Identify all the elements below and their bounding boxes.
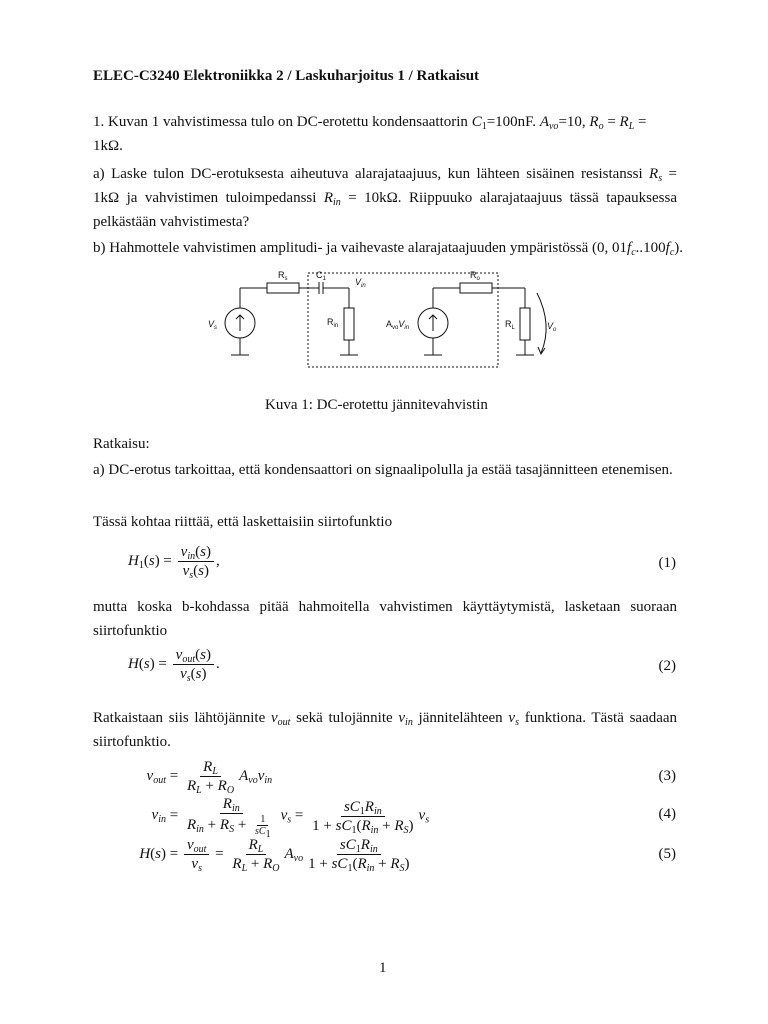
resistor-ro <box>460 283 492 293</box>
equation-5: H(s) = $\frac{v_{out}}{v_s}$ = $\frac{R_L}{R_L + R_O}$ $A_{vo}$ $\frac{sC_1R_{in}}{1 + sC_1(R_{in} + R_S)}$ <box>139 837 410 874</box>
problem-part-a: a) Laske tulon DC-erotuksesta aiheutuva alarajataajuus, kun lähteen sisäinen resistanssi $R_s = 1k\Omega$ ja vahvistimen tuloimpedanssi $R_{in} = 10k\Omega$. Riippuuko alarajataajuus tässä tapauksessa pelkästään vahvistimesta? <box>93 166 678 230</box>
svg-text:Rin: $R_{in}$ <box>327 317 339 329</box>
solution-b-text: mutta koska b-kohdassa pitää hahmoitella vahvistimen käyttäytymistä, lasketaan suoraan siirtofunktio <box>93 599 677 639</box>
equation-number-2: (2) <box>658 658 676 674</box>
solution-c-text-1: Ratkaistaan siis lähtöjännite <box>93 710 266 726</box>
part-a-text-3: Riippuuko alarajataajuus tässä tapauksessa <box>408 190 678 206</box>
intro-text-b: =100nF. <box>486 114 537 130</box>
equation-2: H(s) = $\frac{v_{out}(s)}{v_s(s)}$ . <box>128 647 220 684</box>
document-title: ELEC-C3240 Elektroniikka 2 / Laskuharjoitus 1 / Ratkaisut <box>93 68 480 84</box>
equation-number-1: (1) <box>658 555 676 571</box>
equation-number-3: (3) <box>658 768 676 784</box>
intro-text-a: 1. Kuvan 1 vahvistimessa tulo on DC-erotettu kondensaattorin <box>93 114 468 130</box>
part-a-text-2: 1kΩ ja vahvistimen tuloimpedanssi <box>93 190 317 206</box>
solution-c-text-3: jännitelähteen <box>418 710 503 726</box>
intro-text-c: =10, <box>558 114 586 130</box>
svg-text:Vin: $V_{in}$ <box>355 277 366 289</box>
svg-text:Vo: $V_o$ <box>547 321 557 333</box>
equation-number-5: (5) <box>658 846 676 862</box>
svg-text:RL: $R_L$ <box>505 319 515 331</box>
part-b-text: b) Hahmottele vahvistimen amplitudi- ja vaihevaste alarajataajuuden ympäristössä <box>93 240 589 256</box>
solution-c-text: Ratkaistaan siis lähtöjännite $v_{out}$ sekä tulojännite $v_{in}$ jännitelähteen $v_s$ funktiona. Tästä saadaan siirtofunktio. <box>93 710 678 750</box>
circuit-diagram <box>195 265 575 370</box>
problem-part-b: b) Hahmottele vahvistimen amplitudi- ja vaihevaste alarajataajuuden ympäristössä (0, $01f_c..100f_c$). <box>93 240 684 258</box>
equation-1: $H_1(s)$ = $\frac{v_{in}(s)}{v_s(s)}$ , <box>128 544 220 581</box>
page-number: 1 <box>379 960 387 976</box>
svg-text:Vs: $V_s$ <box>208 319 218 331</box>
solution-c-text-2: sekä tulojännite <box>296 710 393 726</box>
equation-number-4: (4) <box>658 806 676 822</box>
resistor-rs <box>267 283 299 293</box>
resistor-rl <box>520 308 530 340</box>
svg-text:Ro: $R_o$ <box>470 270 480 282</box>
svg-text:C1: $C_1$ <box>316 270 326 282</box>
problem-intro: 1. Kuvan 1 vahvistimessa tulo on DC-erotettu kondensaattorin $C_1=100nF$. $A_{vo}=10$, $R_o = R_L$ = 1kΩ. <box>93 114 647 154</box>
solution-a-text: a) DC-erotus tarkoittaa, että kondensaattori on signaalipolulla ja estää tasajännitteen etenemisen. <box>93 462 673 478</box>
intro-text-d: 1kΩ. <box>93 138 123 154</box>
part-a-text-1: a) Laske tulon DC-erotuksesta aiheutuva alarajataajuus, kun lähteen sisäinen resistanssi <box>93 166 643 182</box>
equation-4: $v_{in}$ = $R_{in}$ $R_{in} + R_S$ + $\frac{1}{sC_1}$ $v_s$ = $\frac{sC_1R_{in}}{1 + sC_1(R_{in} + R_S)}$ $v_s$ <box>151 796 430 840</box>
solution-c-text-4: funktiona. Tästä saadaan siirtofunktio. <box>93 710 678 750</box>
part-a-text-4: pelkästään vahvistimesta? <box>93 214 250 230</box>
solution-heading: Ratkaisu: <box>93 436 150 452</box>
svg-text:AvoVin: $A_{vo}V_{in}$ <box>386 319 410 331</box>
equation-3: $v_{out}$ = $\frac{R_L}{R_L + R_O}$ $A_{vo}v_{in}$ <box>146 759 273 796</box>
solution-a-text2: Tässä kohtaa riittää, että laskettaisiin siirtofunktio <box>93 514 393 530</box>
resistor-rin <box>344 308 354 340</box>
svg-text:Rs: $R_s$ <box>278 270 288 282</box>
figure-caption: Kuva 1: DC-erotettu jännitevahvistin <box>265 397 488 413</box>
